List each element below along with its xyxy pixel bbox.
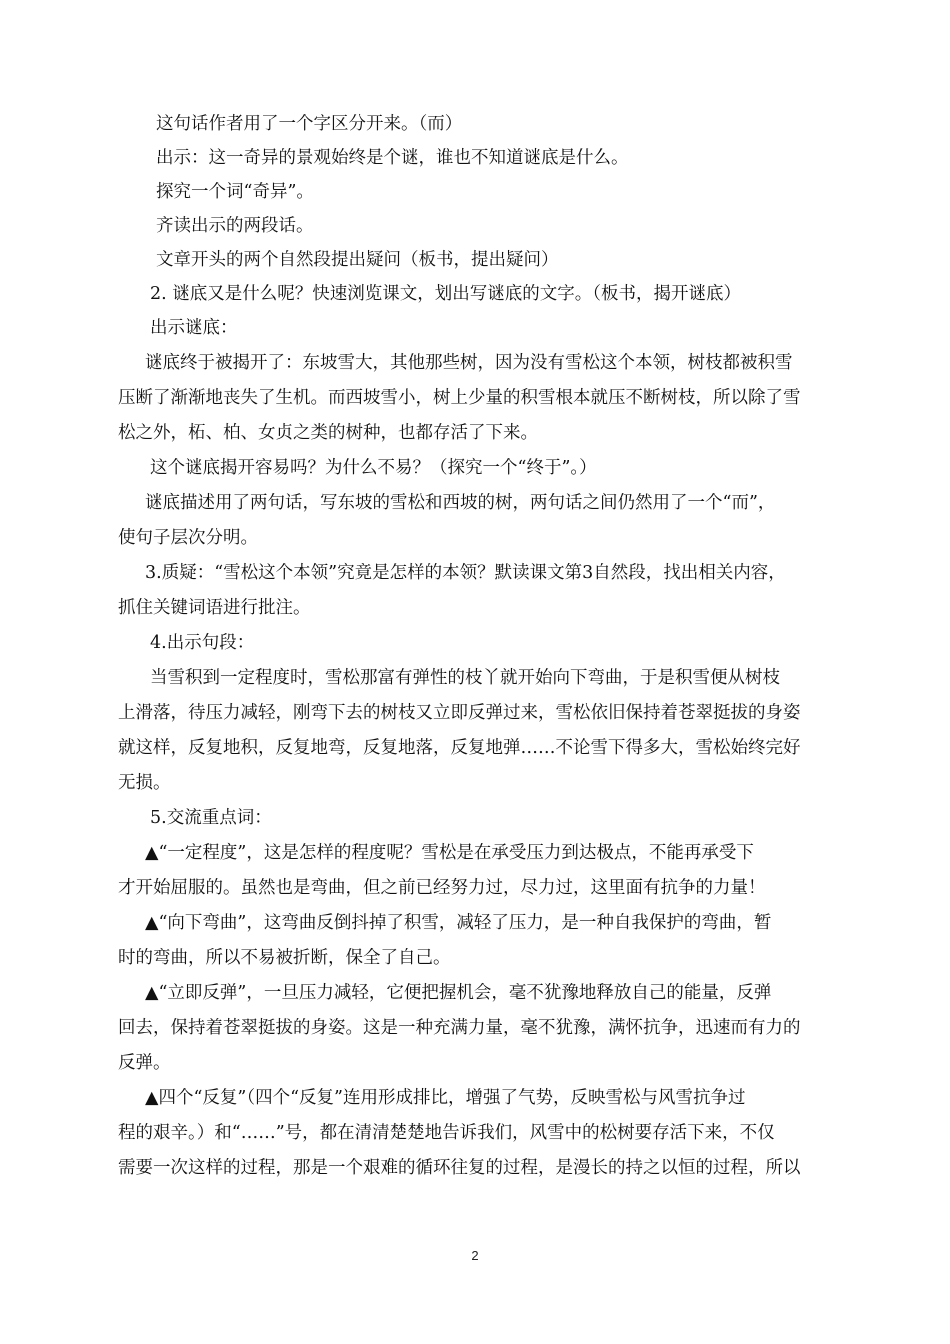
paragraph-line: 齐读出示的两段话。 <box>156 216 314 236</box>
paragraph-line: 松之外，柘、柏、女贞之类的树种，也都存活了下来。 <box>118 423 538 443</box>
paragraph-line: 4.出示句段： <box>150 633 255 653</box>
paragraph-line: 谜底终于被揭开了：东坡雪大，其他那些树，因为没有雪松这个本领，树枝都被积雪 <box>145 353 793 373</box>
paragraph-line: 出示谜底： <box>150 318 238 338</box>
paragraph-line: 5.交流重点词： <box>150 808 272 828</box>
paragraph-line: ▲四个“反复”（四个“反复”连用形成排比，增强了气势，反映雪松与风雪抗争过 <box>145 1088 746 1108</box>
paragraph-line: 这句话作者用了一个字区分开来。（而） <box>156 114 463 134</box>
page-number: 2 <box>471 1248 479 1263</box>
paragraph-line: 抓住关键词语进行批注。 <box>118 598 311 618</box>
paragraph-line: 文章开头的两个自然段提出疑问（板书，提出疑问） <box>156 250 559 270</box>
paragraph-line: 程的艰辛。）和“……”号，都在清清楚楚地告诉我们，风雪中的松树要存活下来，不仅 <box>118 1123 775 1143</box>
paragraph-line: 出示：这一奇异的景观始终是个谜，谁也不知道谜底是什么。 <box>156 148 629 168</box>
paragraph-line: 2. 谜底又是什么呢？快速浏览课文，划出写谜底的文字。（板书，揭开谜底） <box>150 284 742 304</box>
paragraph-line: 3.质疑：“雪松这个本领”究竟是怎样的本领？默读课文第3自然段，找出相关内容， <box>145 563 786 583</box>
paragraph-line: ▲“向下弯曲”，这弯曲反倒抖掉了积雪，减轻了压力，是一种自我保护的弯曲，暂 <box>145 913 772 933</box>
paragraph-line: ▲“一定程度”，这是怎样的程度呢？雪松是在承受压力到达极点，不能再承受下 <box>145 843 754 863</box>
paragraph-line: 使句子层次分明。 <box>118 528 258 548</box>
paragraph-line: 就这样，反复地积，反复地弯，反复地落，反复地弹……不论雪下得多大，雪松始终完好 <box>118 738 801 758</box>
paragraph-line: 上滑落，待压力减轻，刚弯下去的树枝又立即反弹过来，雪松依旧保持着苍翠挺拔的身姿 <box>118 703 801 723</box>
paragraph-line: 反弹。 <box>118 1053 171 1073</box>
paragraph-line: 需要一次这样的过程，那是一个艰难的循环往复的过程，是漫长的持之以恒的过程，所以 <box>118 1158 801 1178</box>
paragraph-line: 无损。 <box>118 773 171 793</box>
paragraph-line: 这个谜底揭开容易吗？为什么不易？（探究一个“终于”。） <box>150 458 597 478</box>
paragraph-line: 时的弯曲，所以不易被折断，保全了自己。 <box>118 948 451 968</box>
paragraph-line: 探究一个词“奇异”。 <box>156 182 314 202</box>
paragraph-line: 回去，保持着苍翠挺拔的身姿。这是一种充满力量，毫不犹豫，满怀抗争，迅速而有力的 <box>118 1018 801 1038</box>
document-body <box>118 112 854 1180</box>
paragraph-line: 谜底描述用了两句话，写东坡的雪松和西坡的树，两句话之间仍然用了一个“而”， <box>145 493 776 513</box>
paragraph-line: 压断了渐渐地丧失了生机。而西坡雪小，树上少量的积雪根本就压不断树枝，所以除了雪 <box>118 388 801 408</box>
paragraph-line: 当雪积到一定程度时，雪松那富有弹性的枝丫就开始向下弯曲，于是积雪便从树枝 <box>150 668 780 688</box>
paragraph-line: 才开始屈服的。虽然也是弯曲，但之前已经努力过，尽力过，这里面有抗争的力量！ <box>118 878 766 898</box>
paragraph-line: ▲“立即反弹”，一旦压力减轻，它便把握机会，毫不犹豫地释放自己的能量，反弹 <box>145 983 772 1003</box>
